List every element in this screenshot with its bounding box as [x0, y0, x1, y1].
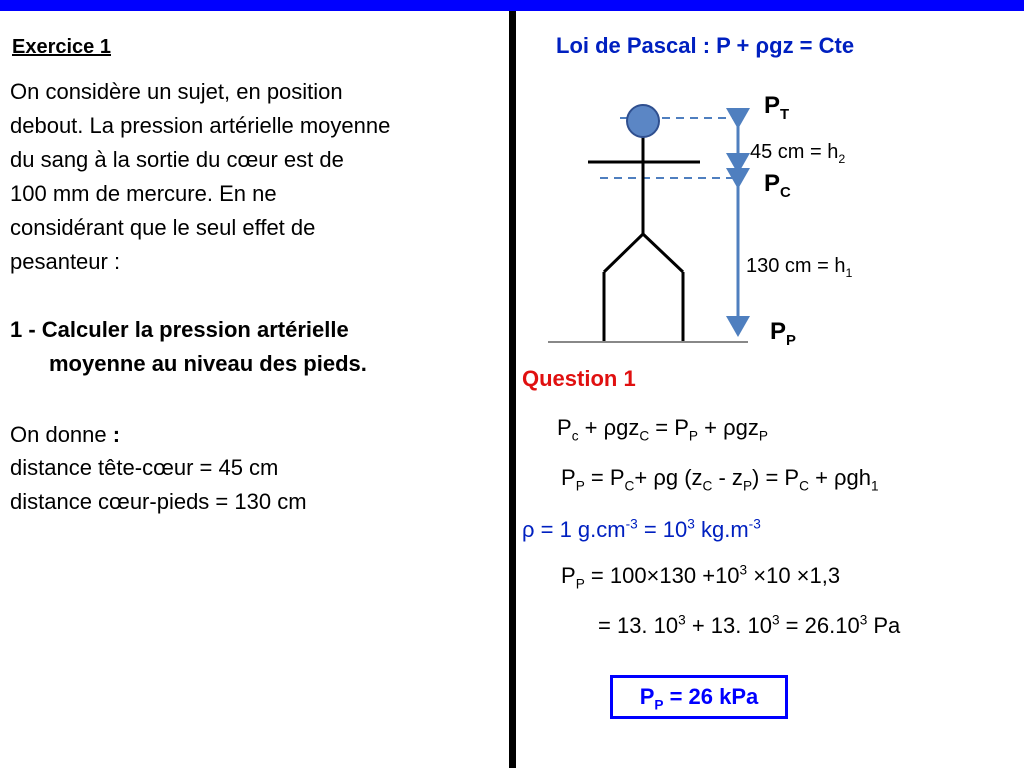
- label-pp: $P_P$: [770, 318, 796, 349]
- vertical-divider: [509, 11, 516, 768]
- equation-3: $P_P = 100\times 130 +10^3 \times 10 \times 1,3$: [561, 562, 841, 592]
- equation-1: $P_c + \rho gz_C = P_P + \rho gz_P$: [557, 415, 768, 444]
- final-answer-box: [610, 675, 788, 719]
- figure-hips: [604, 234, 683, 272]
- question-line-1: 1 - Calculer la pression artérielle: [10, 317, 349, 342]
- intro-line-3: du sang à la sortie du cœur est de: [10, 147, 344, 172]
- final-answer: $P_P = 26$ kPa: [639, 684, 759, 713]
- label-pt: $P_T$: [764, 92, 790, 123]
- intro-line-6: pesanteur :: [10, 249, 121, 274]
- given-line-1: distance tête-cœur = 45 cm: [10, 455, 279, 480]
- given-label: On donne: [10, 422, 107, 447]
- intro-line-5: considérant que le seul effet de: [10, 215, 316, 240]
- exercise-title: Exercice 1: [12, 36, 111, 58]
- question-1-label: Question 1: [522, 366, 636, 391]
- label-h1: 130 cm = $h_1$: [746, 255, 853, 280]
- given-line-2: distance cœur-pieds = 130 cm: [10, 489, 307, 514]
- figure-head: [627, 105, 659, 137]
- equation-4: = 13. $10^3 + 13$. $10^3 = 26.10^3$ Pa: [598, 612, 901, 638]
- pascal-law-title: Loi de Pascal : P + ρgz = Cte: [556, 33, 855, 58]
- intro-line-2: debout. La pression artérielle moyenne: [10, 113, 391, 138]
- given-heading: [10, 418, 120, 452]
- question-line-2: moyenne au niveau des pieds.: [49, 351, 367, 376]
- density-equation: ρ = 1 $g.cm^{-3} = 10^3$ $kg.m^{-3}$: [522, 516, 761, 542]
- intro-line-4: 100 mm de mercure. En ne: [10, 181, 277, 206]
- label-h2: 45 cm = $h_2$: [750, 141, 846, 166]
- label-pc: $P_C$: [764, 170, 791, 201]
- stick-figure-diagram: [530, 90, 880, 360]
- given-colon: :: [112, 422, 121, 447]
- equation-2: $P_P = P_C+ \rho g$ $(z_C - z_P) = P_C + \rho gh_1$: [561, 465, 879, 494]
- top-accent-bar: [0, 0, 1024, 11]
- intro-line-1: On considère un sujet, en position: [10, 79, 343, 104]
